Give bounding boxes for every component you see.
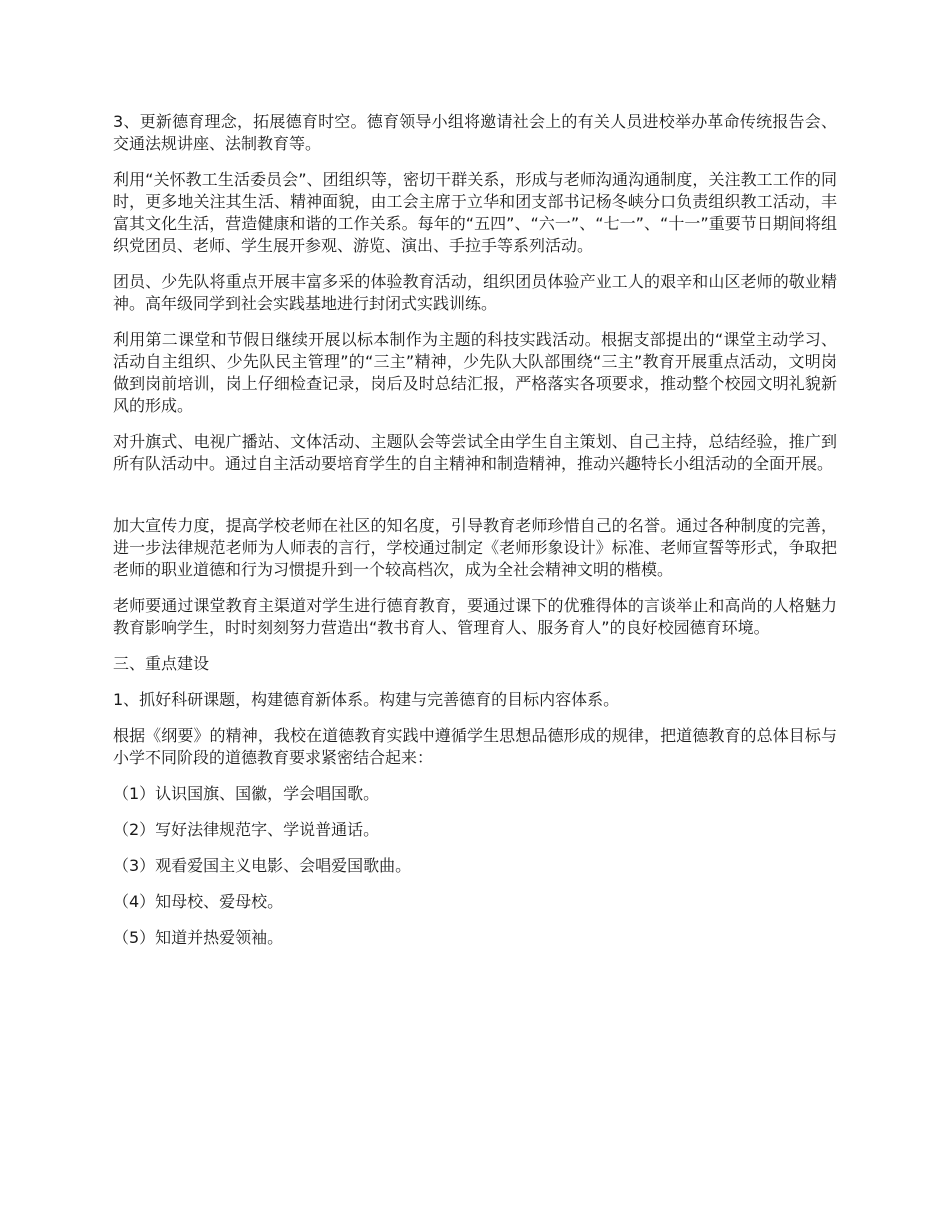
document-page: [113, 111, 837, 963]
list-item: （5）知道并热爱领袖。: [113, 928, 284, 947]
section-heading-key-construction: 三、重点建设: [113, 654, 210, 673]
list-item: （4）知母校、爱母校。: [113, 892, 284, 911]
paragraph-publicity: 加大宣传力度，提高学校老师在社区的知名度，引导教育老师珍惜自己的名誉。通过各种制度的完善，进一步法律规范老师为人师表的言行，学校通过制定《老师形象设计》标准、老师宣誓等形式，争取把老师的职业道德和行为习惯提升到一个较高档次，成为全社会精神文明的楷模。: [113, 516, 837, 579]
paragraph-care-committee: 利用“关怀教工生活委员会”、团组织等，密切干群关系，形成与老师沟通沟通制度，关注教工工作的同时，更多地关注其生活、精神面貌，由工会主席于立华和团支部书记杨冬峡分口负责组织教工活动，丰富其文化生活，营造健康和谐的工作关系。每年的“五四”、“六一”、“七一”、“十一”重要节日期间将组织党团员、老师、学生展开参观、游览、演出、手拉手等系列活动。: [113, 170, 837, 255]
paragraph-experience-education: 团员、少先队将重点开展丰富多采的体验教育活动，组织团员体验产业工人的艰辛和山区老师的敬业精神。高年级同学到社会实践基地进行封闭式实践训练。: [113, 272, 837, 313]
list-item: （1）认识国旗、国徽，学会唱国歌。: [113, 784, 380, 803]
paragraph-research-topic: 1、抓好科研课题，构建德育新体系。构建与完善德育的目标内容体系。: [113, 690, 620, 709]
paragraph-self-management: 对升旗式、电视广播站、文体活动、主题队会等尝试全由学生自主策划、自己主持，总结经验，推广到所有队活动中。通过自主活动要培育学生的自主精神和制造精神，推动兴趣特长小组活动的全面开展。: [113, 432, 837, 473]
paragraph-update-concept: 3、更新德育理念，拓展德育时空。德育领导小组将邀请社会上的有关人员进校举办革命传统报告会、交通法规讲座、法制教育等。: [113, 112, 837, 153]
paragraph-second-classroom: 利用第二课堂和节假日继续开展以标本制作为主题的科技实践活动。根据支部提出的“课堂主动学习、活动自主组织、少先队民主管理”的“三主”精神，少先队大队部围绕“三主”教育开展重点活动，文明岗做到岗前培训，岗上仔细检查记录，岗后及时总结汇报，严格落实各项要求，推动整个校园文明礼貌新风的形成。: [113, 330, 837, 415]
paragraph-teacher-example: 老师要通过课堂教育主渠道对学生进行德育教育，要通过课下的优雅得体的言谈举止和高尚的人格魅力教育影响学生，时时刻刻努力营造出“教书育人、管理育人、服务育人”的良好校园德育环境。: [113, 596, 837, 637]
paragraph-outline-spirit: 根据《纲要》的精神，我校在道德教育实践中遵循学生思想品德形成的规律，把道德教育的总体目标与小学不同阶段的道德教育要求紧密结合起来：: [113, 726, 837, 767]
list-item: （2）写好法律规范字、学说普通话。: [113, 820, 380, 839]
list-item: （3）观看爱国主义电影、会唱爱国歌曲。: [113, 856, 412, 875]
